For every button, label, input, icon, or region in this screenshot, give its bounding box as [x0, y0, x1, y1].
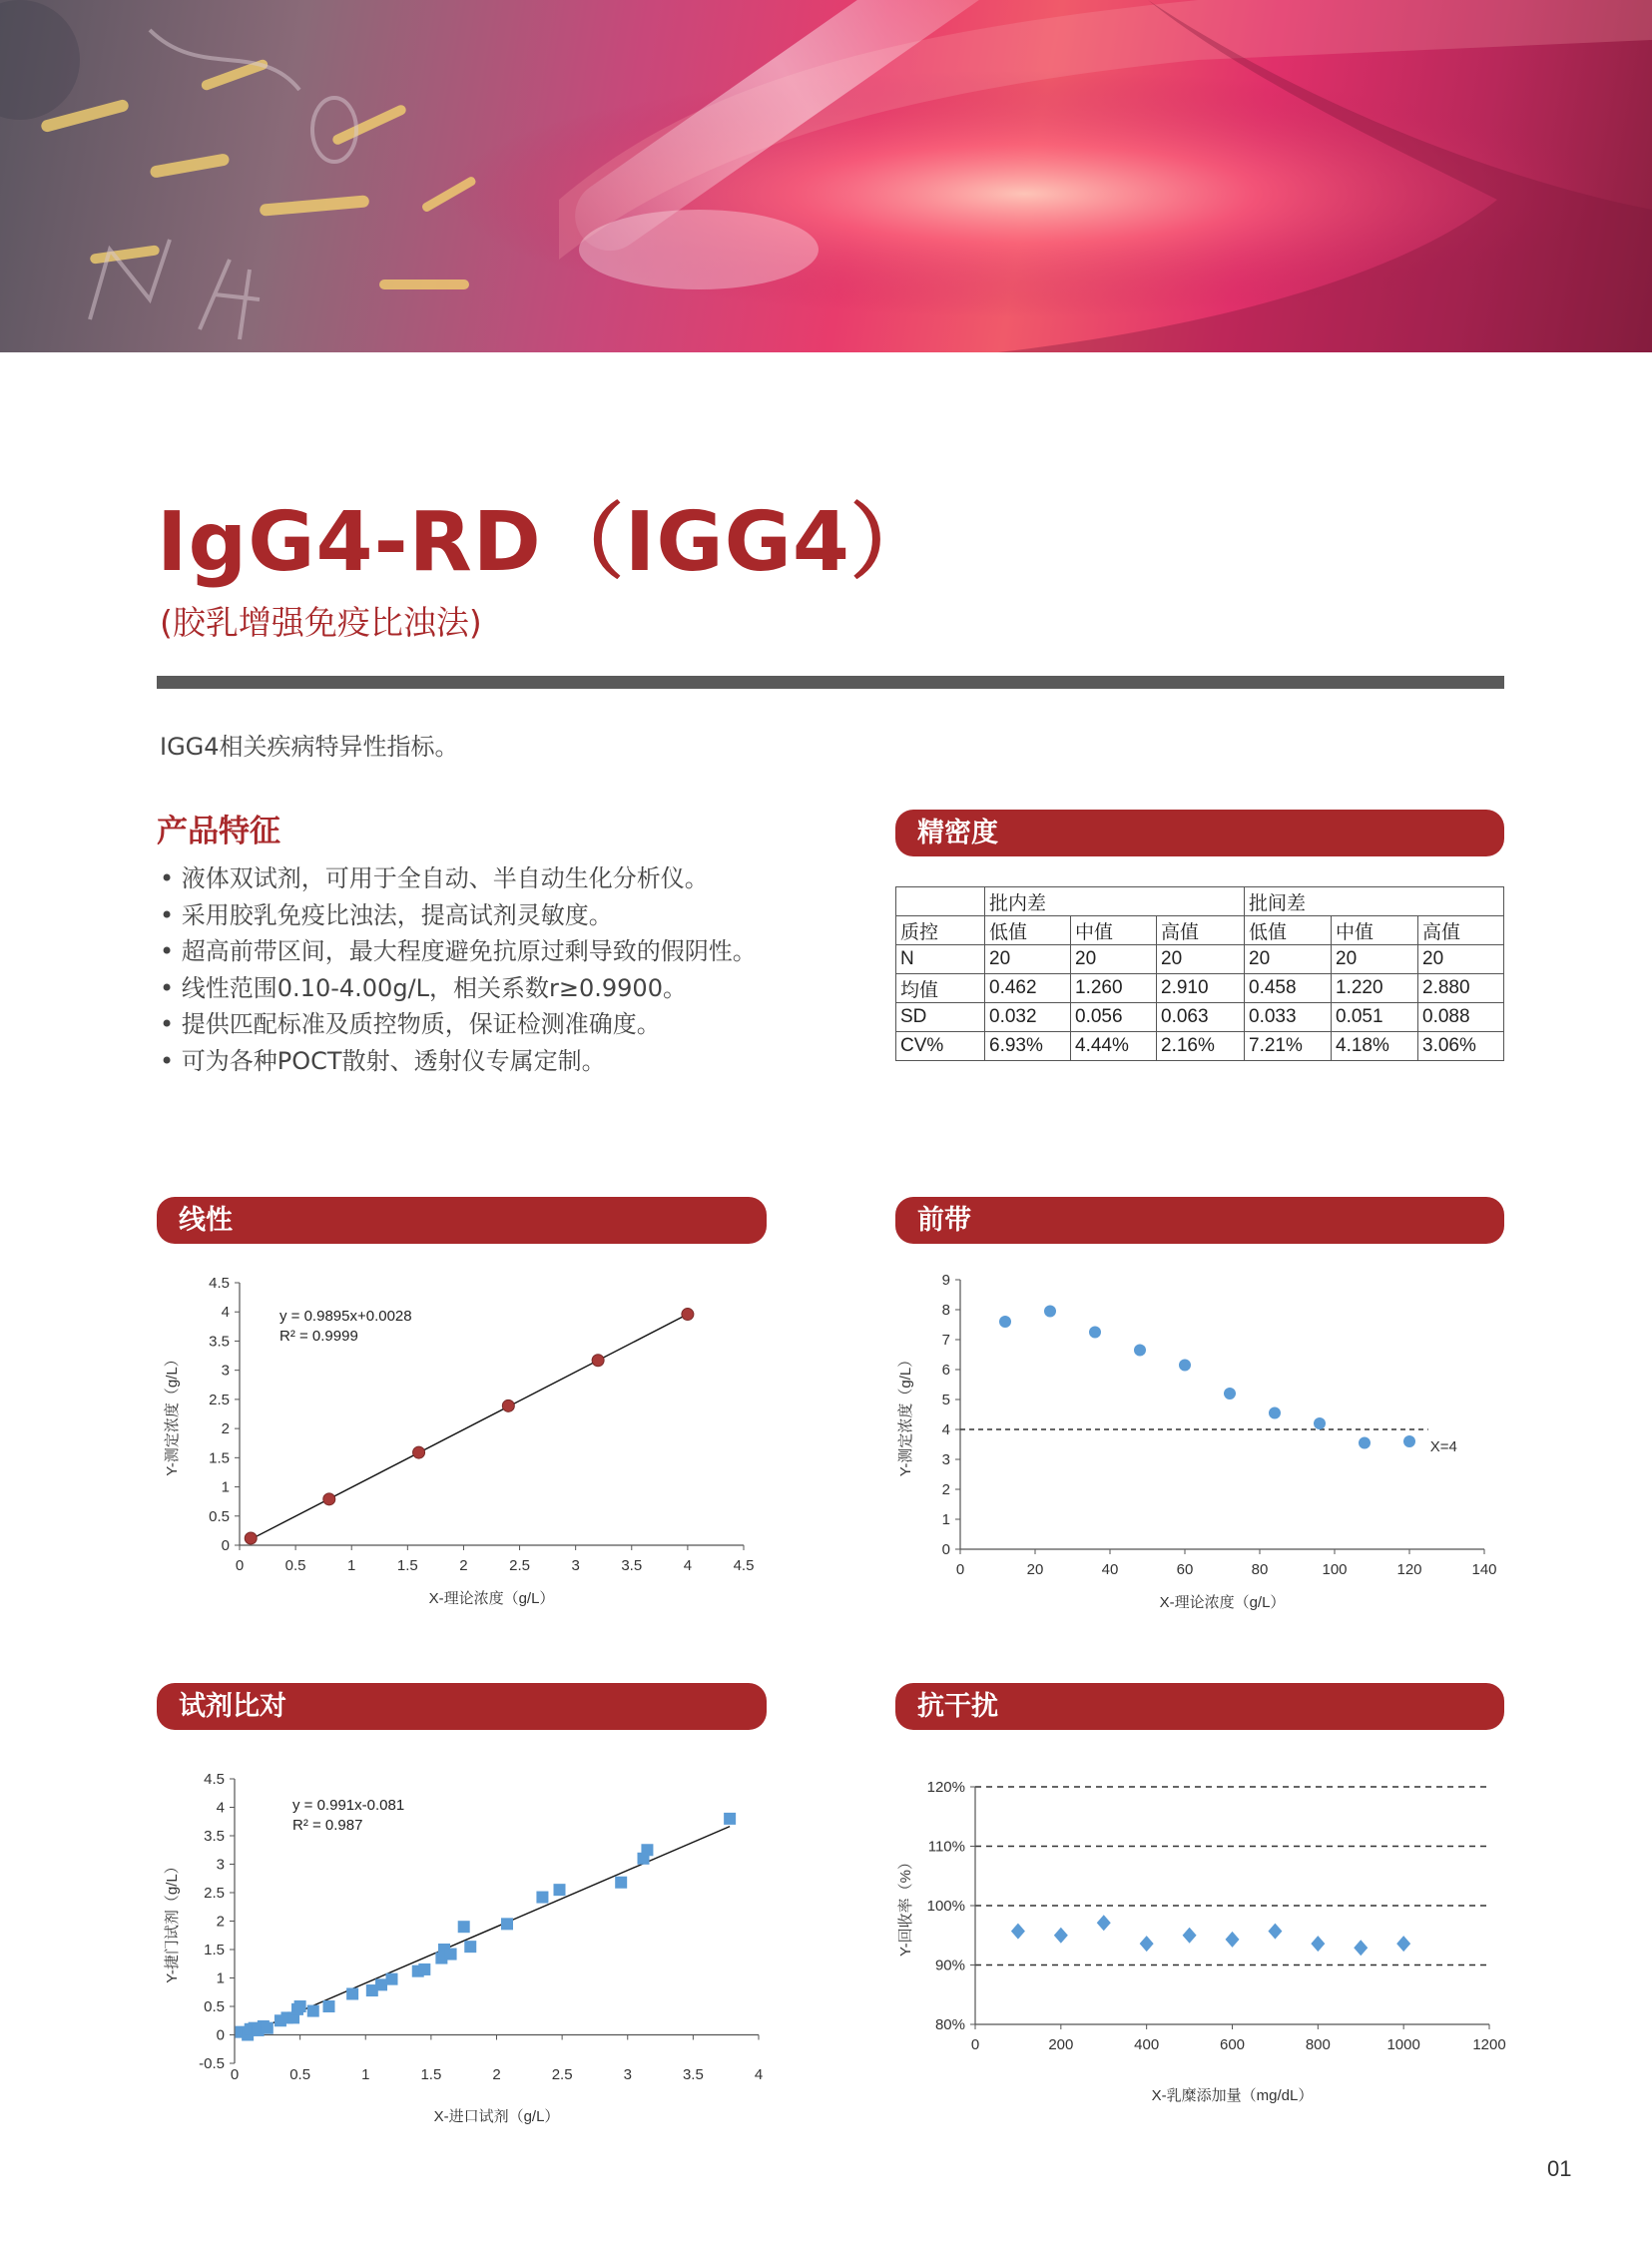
- table-cell: 0.056: [1071, 1003, 1157, 1032]
- x-axis-label: X-理论浓度（g/L）: [1159, 1594, 1286, 1611]
- y-axis-label: Y-回收率（%）: [897, 1855, 914, 1957]
- x-tick-label: 100: [1322, 1561, 1348, 1578]
- y-tick-label: 3: [941, 1451, 950, 1468]
- table-cell: 0.462: [985, 974, 1071, 1003]
- table-cell: 0.063: [1157, 1003, 1245, 1032]
- x-tick-label: 3.5: [682, 2066, 704, 2083]
- table-cell: 低值: [985, 916, 1071, 945]
- table-cell: 20: [1157, 945, 1245, 974]
- feature-item: • 超高前带区间，最大程度避免抗原过剩导致的假阴性。: [160, 937, 757, 965]
- data-point: [1396, 1936, 1410, 1952]
- data-point: [999, 1316, 1011, 1328]
- data-point: [1140, 1936, 1154, 1952]
- precision-table: [895, 886, 1504, 1061]
- y-tick-label: 0: [941, 1541, 950, 1558]
- y-tick-label: 5: [941, 1392, 950, 1408]
- table-group-header-between: 批间差: [1245, 887, 1504, 916]
- data-point: [502, 1400, 514, 1411]
- y-axis-label: Y-测定浓度（g/L）: [164, 1352, 181, 1476]
- x-tick-label: 1: [347, 1557, 356, 1574]
- data-point: [1354, 1940, 1368, 1956]
- data-point: [323, 1493, 335, 1505]
- features-heading: 产品特征: [157, 814, 280, 849]
- x-tick-label: 400: [1134, 2036, 1160, 2053]
- feature-item: • 液体双试剂，可用于全自动、半自动生化分析仪。: [160, 864, 709, 892]
- y-tick-label: 4.5: [209, 1275, 230, 1292]
- section-header-linearity: 线性: [157, 1197, 767, 1244]
- table-group-header-within: 批内差: [985, 887, 1245, 916]
- y-tick-label: 0: [216, 2026, 225, 2044]
- data-point: [536, 1892, 548, 1904]
- x-tick-label: 1000: [1386, 2036, 1420, 2053]
- table-cell: 20: [985, 945, 1071, 974]
- data-point: [262, 2022, 274, 2034]
- feature-item: • 采用胶乳免疫比浊法，提高试剂灵敏度。: [160, 900, 613, 929]
- table-cell: 3.06%: [1418, 1032, 1504, 1061]
- table-cell: 0.088: [1418, 1003, 1504, 1032]
- y-tick-label: 4: [941, 1421, 950, 1438]
- table-cell: 高值: [1157, 916, 1245, 945]
- x-tick-label: 40: [1101, 1561, 1119, 1578]
- x-tick-label: 200: [1048, 2036, 1074, 2053]
- table-cell: 2.16%: [1157, 1032, 1245, 1061]
- x-tick-label: 3: [623, 2066, 632, 2083]
- y-tick-label: 1: [221, 1478, 230, 1496]
- x-tick-label: 80: [1251, 1561, 1269, 1578]
- data-point: [682, 1309, 694, 1321]
- y-tick-label: 2: [941, 1481, 950, 1498]
- prozone-chart: [888, 1263, 1507, 1632]
- x-tick-label: 2.5: [509, 1557, 530, 1574]
- y-tick-label: -0.5: [199, 2055, 225, 2072]
- x-tick-label: 0: [230, 2066, 240, 2083]
- x-tick-label: 120: [1396, 1561, 1422, 1578]
- y-tick-label: 9: [941, 1272, 950, 1289]
- table-cell: 1.220: [1332, 974, 1418, 1003]
- data-point: [323, 2000, 335, 2012]
- x-tick-label: 2: [492, 2066, 501, 2083]
- x-tick-label: 3: [571, 1557, 580, 1574]
- y-tick-label: 4: [216, 1799, 225, 1817]
- data-point: [1311, 1936, 1325, 1952]
- data-point: [1268, 1924, 1282, 1940]
- x-tick-label: 140: [1471, 1561, 1497, 1578]
- data-point: [1183, 1928, 1197, 1944]
- y-tick-label: 90%: [934, 1957, 965, 1974]
- table-cell: 0.458: [1245, 974, 1332, 1003]
- table-row: [896, 1032, 1504, 1061]
- y-tick-label: 2.5: [209, 1391, 230, 1408]
- y-tick-label: 3: [221, 1362, 230, 1380]
- data-point: [615, 1877, 627, 1889]
- x-axis-label: X-理论浓度（g/L）: [428, 1590, 555, 1607]
- x-tick-label: 3.5: [621, 1557, 643, 1574]
- trendline-equation: R² = 0.987: [292, 1817, 363, 1834]
- section-header-precision: 精密度: [895, 810, 1504, 856]
- x-axis-label: X-乳糜添加量（mg/dL）: [1151, 2087, 1314, 2104]
- trendline: [251, 1315, 688, 1540]
- x-tick-label: 2: [459, 1557, 468, 1574]
- table-cell: CV%: [896, 1032, 985, 1061]
- table-cell: N: [896, 945, 985, 974]
- y-tick-label: 120%: [926, 1779, 965, 1796]
- data-point: [375, 1978, 387, 1990]
- x-tick-label: 2.5: [551, 2066, 573, 2083]
- data-point: [245, 1532, 257, 1544]
- x-tick-label: 1.5: [396, 1557, 418, 1574]
- y-tick-label: 0.5: [209, 1507, 230, 1525]
- data-point: [1089, 1327, 1101, 1339]
- feature-item: • 线性范围0.10-4.00g/L，相关系数r≥0.9900。: [160, 973, 687, 1002]
- data-point: [458, 1921, 470, 1933]
- page-title: IgG4-RD（IGG4）: [157, 495, 933, 590]
- data-point: [418, 1963, 430, 1975]
- x-tick-label: 0.5: [289, 2066, 311, 2083]
- table-row: [896, 1003, 1504, 1032]
- y-tick-label: 2: [221, 1420, 230, 1438]
- data-point: [1359, 1437, 1371, 1449]
- table-cell: 4.44%: [1071, 1032, 1157, 1061]
- y-axis-label: Y-测定浓度（g/L）: [897, 1352, 914, 1477]
- table-cell: 20: [1418, 945, 1504, 974]
- feature-item: • 提供匹配标准及质控物质，保证检测准确度。: [160, 1010, 661, 1038]
- data-point: [724, 1813, 736, 1825]
- hero-banner-image: [0, 0, 1652, 352]
- table-cell: 均值: [896, 974, 985, 1003]
- page-subtitle: (胶乳增强免疫比浊法): [160, 603, 482, 642]
- table-cell: 7.21%: [1245, 1032, 1332, 1061]
- data-point: [1011, 1924, 1025, 1940]
- table-cell: 2.910: [1157, 974, 1245, 1003]
- trendline-equation: R² = 0.9999: [279, 1328, 358, 1345]
- feature-item: • 可为各种POCT散射、透射仪专属定制。: [160, 1046, 606, 1075]
- table-cell: 2.880: [1418, 974, 1504, 1003]
- y-tick-label: 2: [216, 1913, 225, 1931]
- data-point: [294, 2000, 306, 2012]
- x-tick-label: 4: [754, 2066, 764, 2083]
- y-tick-label: 1.5: [204, 1942, 225, 1959]
- table-cell: 低值: [1245, 916, 1332, 945]
- x-tick-label: 1.5: [420, 2066, 442, 2083]
- table-cell: 6.93%: [985, 1032, 1071, 1061]
- data-point: [346, 1987, 358, 1999]
- data-point: [413, 1446, 425, 1458]
- y-tick-label: 3.5: [204, 1828, 225, 1845]
- data-point: [1224, 1388, 1236, 1400]
- x-tick-label: 4.5: [733, 1557, 755, 1574]
- y-tick-label: 1: [941, 1511, 950, 1528]
- table-cell: 中值: [1071, 916, 1157, 945]
- linearity-chart: [155, 1263, 774, 1632]
- data-point: [1314, 1417, 1326, 1429]
- data-point: [445, 1949, 457, 1961]
- table-row: [896, 945, 1504, 974]
- y-axis-label: Y-捷门试剂（g/L）: [164, 1859, 181, 1983]
- data-point: [1226, 1932, 1240, 1948]
- y-tick-label: 7: [941, 1332, 950, 1349]
- x-tick-label: 0: [235, 1557, 245, 1574]
- intro-text: IGG4相关疾病特异性指标。: [160, 733, 459, 761]
- table-cell: 中值: [1332, 916, 1418, 945]
- table-cell: SD: [896, 1003, 985, 1032]
- x-tick-label: 600: [1219, 2036, 1246, 2053]
- section-header-prozone: 前带: [895, 1197, 1504, 1244]
- data-point: [501, 1918, 513, 1930]
- y-tick-label: 1.5: [209, 1449, 230, 1467]
- data-point: [464, 1941, 476, 1953]
- features-list: [160, 860, 757, 1079]
- y-tick-label: 3.5: [209, 1333, 230, 1351]
- data-point: [592, 1355, 604, 1367]
- x-tick-label: 1: [361, 2066, 370, 2083]
- y-tick-label: 4.5: [204, 1771, 225, 1788]
- y-tick-label: 80%: [934, 2016, 965, 2033]
- interference-chart: [888, 1767, 1507, 2136]
- data-point: [1097, 1915, 1111, 1931]
- data-point: [1403, 1435, 1415, 1447]
- table-row: [896, 916, 1504, 945]
- x-axis-label: X-进口试剂（g/L）: [433, 2108, 560, 2125]
- table-cell: 0.033: [1245, 1003, 1332, 1032]
- y-tick-label: 100%: [926, 1898, 965, 1915]
- table-cell: 高值: [1418, 916, 1504, 945]
- table-cell: 0.032: [985, 1003, 1071, 1032]
- comparison-chart: [155, 1767, 774, 2136]
- y-tick-label: 6: [941, 1362, 950, 1379]
- data-point: [554, 1884, 566, 1896]
- y-tick-label: 1: [216, 1969, 225, 1987]
- data-point: [1134, 1345, 1146, 1357]
- y-tick-label: 4: [221, 1304, 230, 1322]
- data-point: [1269, 1407, 1281, 1419]
- table-cell: [896, 887, 985, 916]
- x-tick-label: 1200: [1472, 2036, 1506, 2053]
- data-point: [386, 1973, 398, 1985]
- table-cell: 质控: [896, 916, 985, 945]
- y-tick-label: 0.5: [204, 1998, 225, 2015]
- x-tick-label: 20: [1026, 1561, 1044, 1578]
- table-row: [896, 974, 1504, 1003]
- x-tick-label: 0: [955, 1561, 965, 1578]
- x-tick-label: 0: [970, 2036, 980, 2053]
- table-row: [896, 887, 1504, 916]
- table-cell: 20: [1071, 945, 1157, 974]
- y-tick-label: 2.5: [204, 1885, 225, 1902]
- table-cell: 4.18%: [1332, 1032, 1418, 1061]
- y-tick-label: 0: [221, 1537, 230, 1554]
- section-header-comparison: 试剂比对: [157, 1683, 767, 1730]
- divider-rule: [157, 676, 1504, 689]
- page-number: 01: [1547, 2156, 1572, 2181]
- data-point: [1179, 1360, 1191, 1372]
- y-tick-label: 3: [216, 1856, 225, 1874]
- y-tick-label: 110%: [927, 1838, 965, 1856]
- y-tick-label: 8: [941, 1302, 950, 1319]
- data-point: [1044, 1306, 1056, 1318]
- hero-artwork: [0, 0, 1652, 352]
- x-tick-label: 4: [683, 1557, 693, 1574]
- table-cell: 0.051: [1332, 1003, 1418, 1032]
- table-cell: 1.260: [1071, 974, 1157, 1003]
- trendline-equation: y = 0.9895x+0.0028: [279, 1308, 412, 1325]
- data-point: [641, 1844, 653, 1856]
- reference-line-label: X=4: [1429, 1438, 1457, 1455]
- x-tick-label: 60: [1176, 1561, 1194, 1578]
- data-point: [307, 2005, 319, 2017]
- trendline-equation: y = 0.991x-0.081: [292, 1797, 405, 1814]
- x-tick-label: 0.5: [284, 1557, 306, 1574]
- table-cell: 20: [1245, 945, 1332, 974]
- table-cell: 20: [1332, 945, 1418, 974]
- x-tick-label: 800: [1305, 2036, 1331, 2053]
- section-header-interference: 抗干扰: [895, 1683, 1504, 1730]
- data-point: [1054, 1928, 1068, 1944]
